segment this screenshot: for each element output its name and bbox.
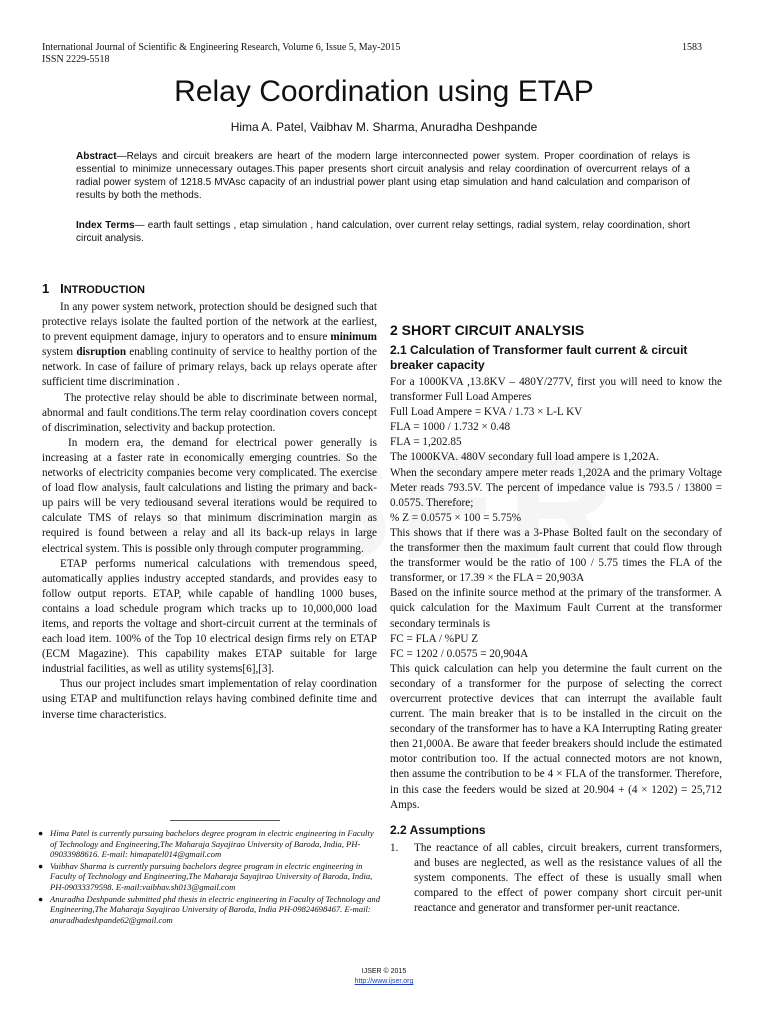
- assumption-text: The reactance of all cables, circuit breakers, current transformers, and buses are neglected, as well as the resistance values of all the system components. The effect of these is usually small when compared to the effect of power company short circuit per-unit reactance and generator and transformer per-unit reactance.: [414, 841, 722, 915]
- footnote-text: Hima Patel is currently pursuing bachelors degree program in electric engineering in Faculty of Technology and Engineering,The Maharaja Sayajirao University of Baroda, India, PH-09033988616. E-mail: himapatel014@gmail.com: [50, 828, 374, 860]
- calc-line: FLA = 1000 / 1.732 × 0.48: [390, 421, 511, 434]
- issn: ISSN 2229-5518: [42, 54, 110, 65]
- index-terms: [76, 219, 690, 245]
- abstract: [76, 150, 690, 202]
- intro-paragraph-4: ETAP performs numerical calculations with tremendous speed, automatically applies industry accepted standards, and provides easy to follow output reports. ETAP, while capable of handling 1000 buses, contains a load schedule program which tracks up to 10,000,000 load items, and reports the voltage and short-circuit current at the terminals of each load item. 100% of the Top 10 electrical design firms rely on ETAP (ECM Magazine). This capability makes ETAP suitable for large industrial facilities, as well as utility systems[6],[3].: [42, 557, 377, 676]
- calc-line: FLA = 1,202.85: [390, 436, 462, 449]
- calc-line: Full Load Ampere = KVA / 1.73 × L-L KV: [390, 406, 583, 419]
- intro-paragraph-1: [42, 300, 377, 391]
- calc-line: When the secondary ampere meter reads 1,202A and the primary Voltage Meter reads 793.5V. The percent of impedance value is 793.5 / 13800 = 0.0575. Therefore;: [390, 466, 722, 509]
- section-1-title-rest: NTRODUCTION: [63, 284, 145, 296]
- journal-url-link[interactable]: http://www.ijser.org: [354, 978, 414, 985]
- copyright: IJSER © 2015: [361, 968, 407, 975]
- section-1-number: 1: [42, 281, 50, 296]
- calc-line: This quick calculation can help you determine the fault current on the secondary of a transformer for the purpose of selecting the correct overcurrent protective devices that can interrupt the available fault current. The main breaker that is to be installed in the circuit on the secondary of the transformer has to have a KA Interrupting Rating greater then 21,000A. Be aware that feeder breakers should include the estimated motor contribution too. If the actual connected motors are not known, then assume the contribution to be 4 × FLA of the transformer. Therefore, in this case the feeders would be sized at 20.904 + (4 × 1202) = 25,712 Amps.: [390, 662, 722, 811]
- footnote-text: Vaibhav Sharma is currently pursuing bachelors degree program in electric engineering in Faculty of Technology and Engineering,The Maharaja Sayajirao University of Baroda, India, PH-09033379598. E-mail:vaibhav.sh013@gmail.com: [50, 860, 373, 892]
- bullet-icon: ●: [38, 828, 44, 838]
- right-column: [390, 375, 722, 916]
- subsection-2-1-heading: 2.1 Calculation of Transformer fault current & circuit breaker capacity: [390, 343, 688, 372]
- section-1-title-initial: I: [60, 281, 64, 296]
- calc-line: % Z = 0.0575 × 100 = 5.75%: [390, 511, 522, 524]
- calc-line: For a 1000KVA ,13.8KV – 480Y/277V, first you will need to know the transformer Full Load Amperes: [390, 376, 722, 404]
- paper-title: Relay Coordination using ETAP: [174, 75, 594, 108]
- calc-line: FC = 1202 / 0.0575 = 20,904A: [390, 647, 529, 660]
- calc-line: This shows that if there was a 3-Phase Bolted fault on the secondary of the transformer then the maximum fault current that could flow through the transformer would be the ratio of 100 / 5.75 times the FLA of the transformer, or 17.39 × the FLA = 20,903A: [390, 526, 722, 585]
- bullet-icon: ●: [38, 860, 44, 871]
- section-1-heading: [42, 281, 145, 296]
- authors: Hima A. Patel, Vaibhav M. Sharma, Anuradha Deshpande: [230, 120, 538, 134]
- footnote-item: [36, 861, 380, 893]
- footnote-text: Anuradha Deshpande submitted phd thesis in electric engineering in Faculty of Technology and Engineering,The Maharaja Sayajirao University of Baroda, India PH-09824698467. E-mail: anuradhadeshpande62@gmail.com: [50, 893, 381, 925]
- index-terms-text: — earth fault settings , etap simulation , hand calculation, over current relay settings, radial system, relay coordination, short circuit analysis.: [76, 220, 691, 244]
- left-column: [42, 300, 377, 723]
- intro-p1-text-a: In any power system network, protection should be designed such that protective relays isolate the faulted portion of the network at the earliest, to prevent equipment damage, injury to operators and to ensure: [42, 301, 377, 344]
- page-footer: [0, 967, 768, 987]
- assumption-item: [390, 841, 722, 916]
- intro-p1-bold-disruption: disruption: [76, 346, 127, 359]
- calc-line: The 1000KVA. 480V secondary full load ampere is 1,202A.: [390, 451, 659, 464]
- page-number: 1583: [682, 42, 702, 53]
- journal-name: International Journal of Scientific & Engineering Research, Volume 6, Issue 5, May-2015: [42, 42, 401, 53]
- calc-line: Based on the infinite source method at the primary of the transformer. A quick calculation for the Maximum Fault Current at the transformer secondary terminals is: [390, 587, 722, 630]
- intro-p1-text-c: system: [42, 346, 77, 359]
- abstract-label: Abstract: [76, 151, 117, 162]
- author-footnotes: [36, 828, 380, 926]
- intro-paragraph-2: The protective relay should be able to discriminate between normal, abnormal and fault conditions.The term relay coordination covers concept of discrimination, selectivity and backup protection.: [42, 391, 377, 434]
- running-header: [42, 42, 702, 66]
- assumption-number: 1.: [390, 841, 399, 854]
- footnote-item: [36, 828, 380, 860]
- intro-paragraph-3: In modern era, the demand for electrical power generally is increasing at a faster rate in economically emerging countries. So the networks of electricity companies become very complicated. The exercise of load flow analysis, fault calculations and listing the primary and back-up pairs will be very tediousand several iterations would be required to calculate TMS of relays so that minimum discrimination margin as required is found between a relay and all its back-up relays in large electrical system. This is possible only through computer programming.: [42, 436, 377, 555]
- intro-p1-bold-minimum: minimum: [330, 331, 377, 344]
- footnote-item: [36, 894, 380, 926]
- index-terms-label: Index Terms: [76, 220, 135, 231]
- section-2-heading: 2 SHORT CIRCUIT ANALYSIS: [390, 322, 585, 338]
- bullet-icon: ●: [38, 893, 44, 904]
- intro-p1-text-d: enabling continuity of service to healthy portion of the network. In case of failure of primary relays, back up relays operate after sufficient time discrimination .: [42, 346, 377, 389]
- abstract-text: —Relays and circuit breakers are heart of the modern large interconnected power system. Proper coordination of relays is essential to minimize unnecessary outages.This paper presents short circuit analysis and relay coordination of overcurrent relays of a radial power system of 1218.5 MVAsc capacity of an industrial power plant using etap simulation and hand calculation and comparison of results by both the methods.: [76, 151, 690, 201]
- subsection-2-2-heading: 2.2 Assumptions: [390, 822, 486, 837]
- calc-line: FC = FLA / %PU Z: [390, 632, 479, 645]
- footnote-rule: [170, 820, 280, 821]
- intro-paragraph-5: Thus our project includes smart implementation of relay coordination using ETAP and multifunction relays having combined definite time and inverse time characteristics.: [42, 678, 377, 721]
